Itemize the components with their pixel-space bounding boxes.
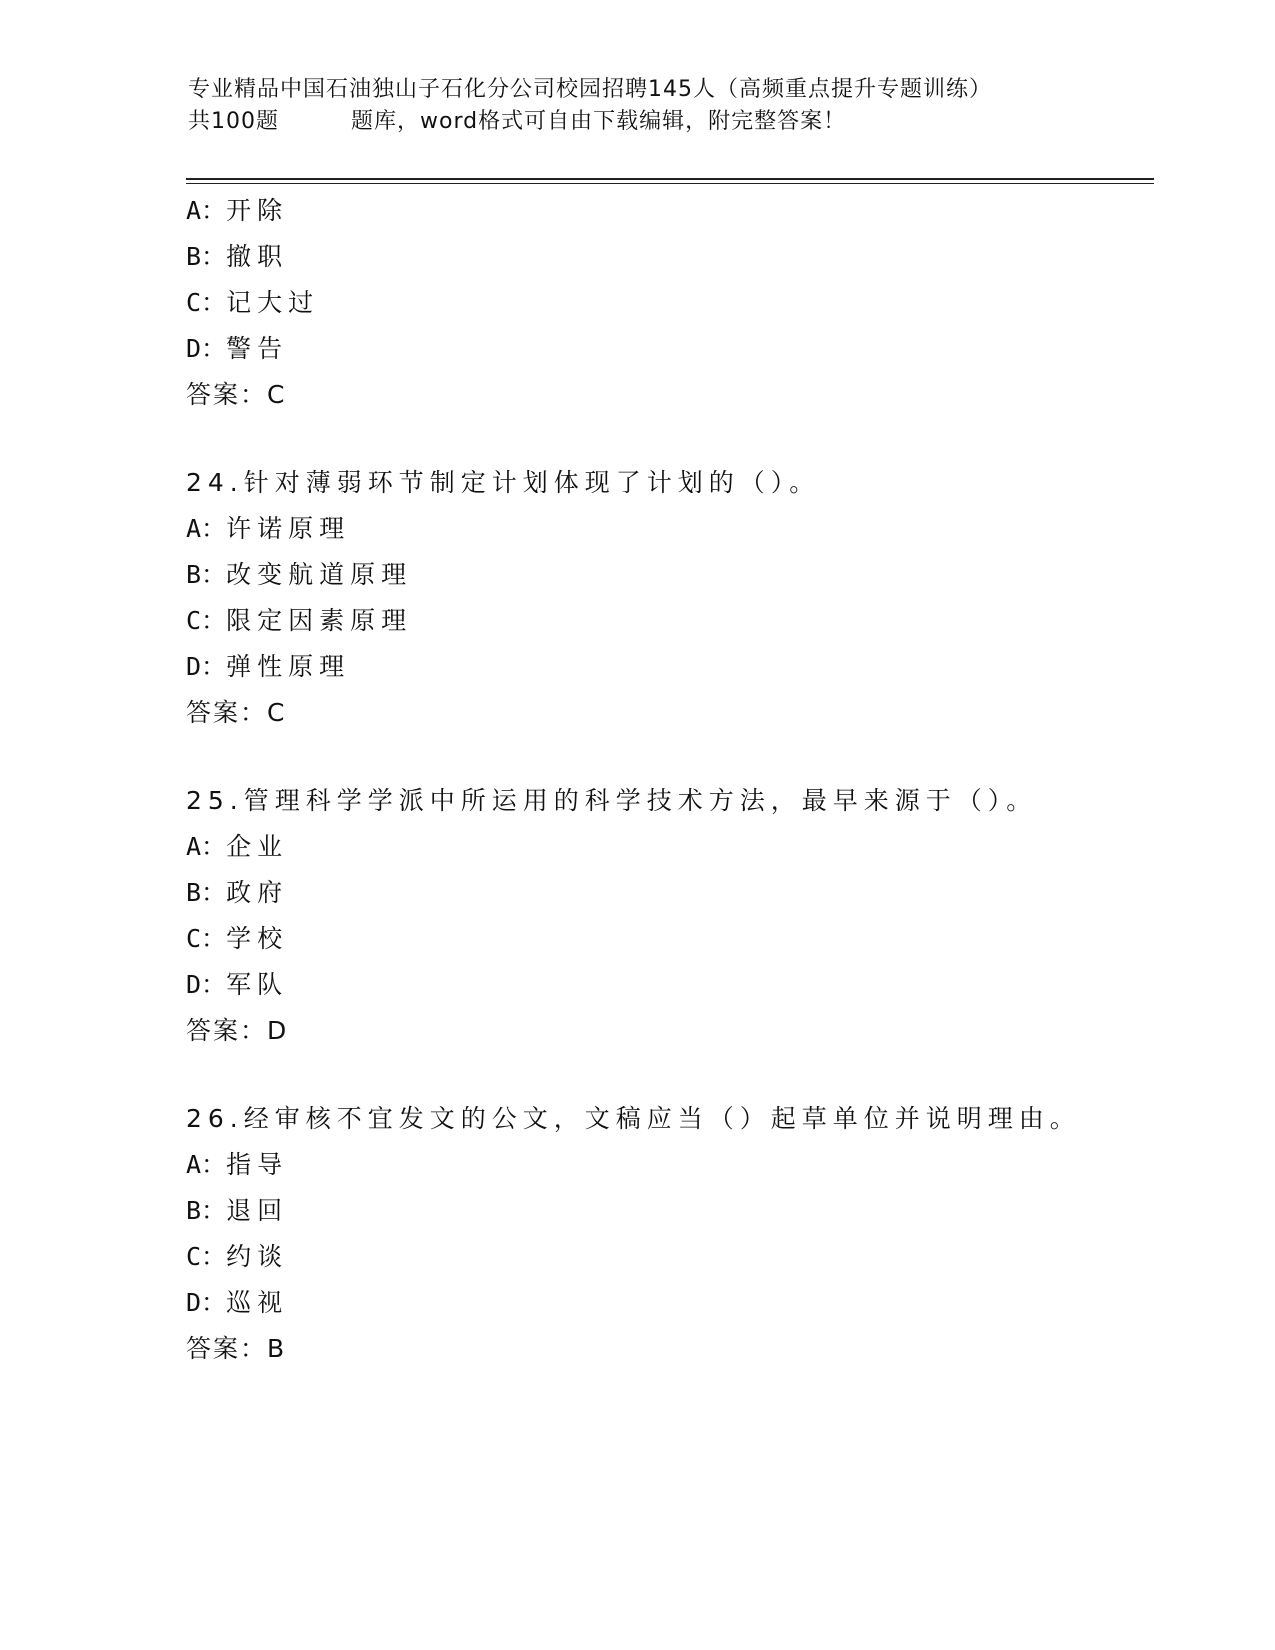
- option-a: A：指导: [186, 1150, 289, 1179]
- option-c: C：约谈: [186, 1242, 289, 1271]
- option-a: A：许诺原理: [186, 514, 351, 543]
- header-subtitle: [188, 106, 1148, 138]
- option-b: B：撤职: [186, 242, 289, 271]
- question-block-25: [186, 778, 1146, 1054]
- option-c: C：学校: [186, 924, 289, 953]
- option-d: D：警告: [186, 334, 289, 363]
- header-divider: [186, 178, 1154, 180]
- question-block-23: [186, 188, 1146, 418]
- answer: 答案：B: [186, 1334, 287, 1363]
- option-a: A：企业: [186, 832, 289, 861]
- option-c: C：限定因素原理: [186, 606, 413, 635]
- header-note: 题库，word格式可自由下载编辑，附完整答案！: [351, 109, 847, 134]
- option-b: B：政府: [186, 878, 289, 907]
- answer: 答案：C: [186, 380, 287, 409]
- option-a: A：开除: [186, 196, 289, 225]
- question-count: 共100题: [188, 109, 279, 134]
- option-d: D：巡视: [186, 1288, 289, 1317]
- question-list: [186, 188, 1146, 1372]
- option-b: B：退回: [186, 1196, 289, 1225]
- answer: 答案：D: [186, 1016, 289, 1045]
- option-b: B：改变航道原理: [186, 560, 413, 589]
- question-stem: 26.经审核不宜发文的公文，文稿应当（）起草单位并说明理由。: [186, 1104, 1081, 1133]
- option-d: D：军队: [186, 970, 289, 999]
- question-stem: 25.管理科学学派中所运用的科学技术方法，最早来源于（）。: [186, 786, 1038, 815]
- answer: 答案：C: [186, 698, 287, 727]
- option-c: C：记大过: [186, 288, 320, 317]
- document-header: [188, 74, 1148, 138]
- question-block-24: [186, 460, 1146, 736]
- question-block-26: [186, 1096, 1146, 1372]
- header-title: 专业精品中国石油独山子石化分公司校园招聘145人（高频重点提升专题训练）: [188, 77, 992, 102]
- question-stem: 24.针对薄弱环节制定计划体现了计划的（）。: [186, 468, 821, 497]
- header-divider-thin: [186, 183, 1154, 184]
- option-d: D：弹性原理: [186, 652, 351, 681]
